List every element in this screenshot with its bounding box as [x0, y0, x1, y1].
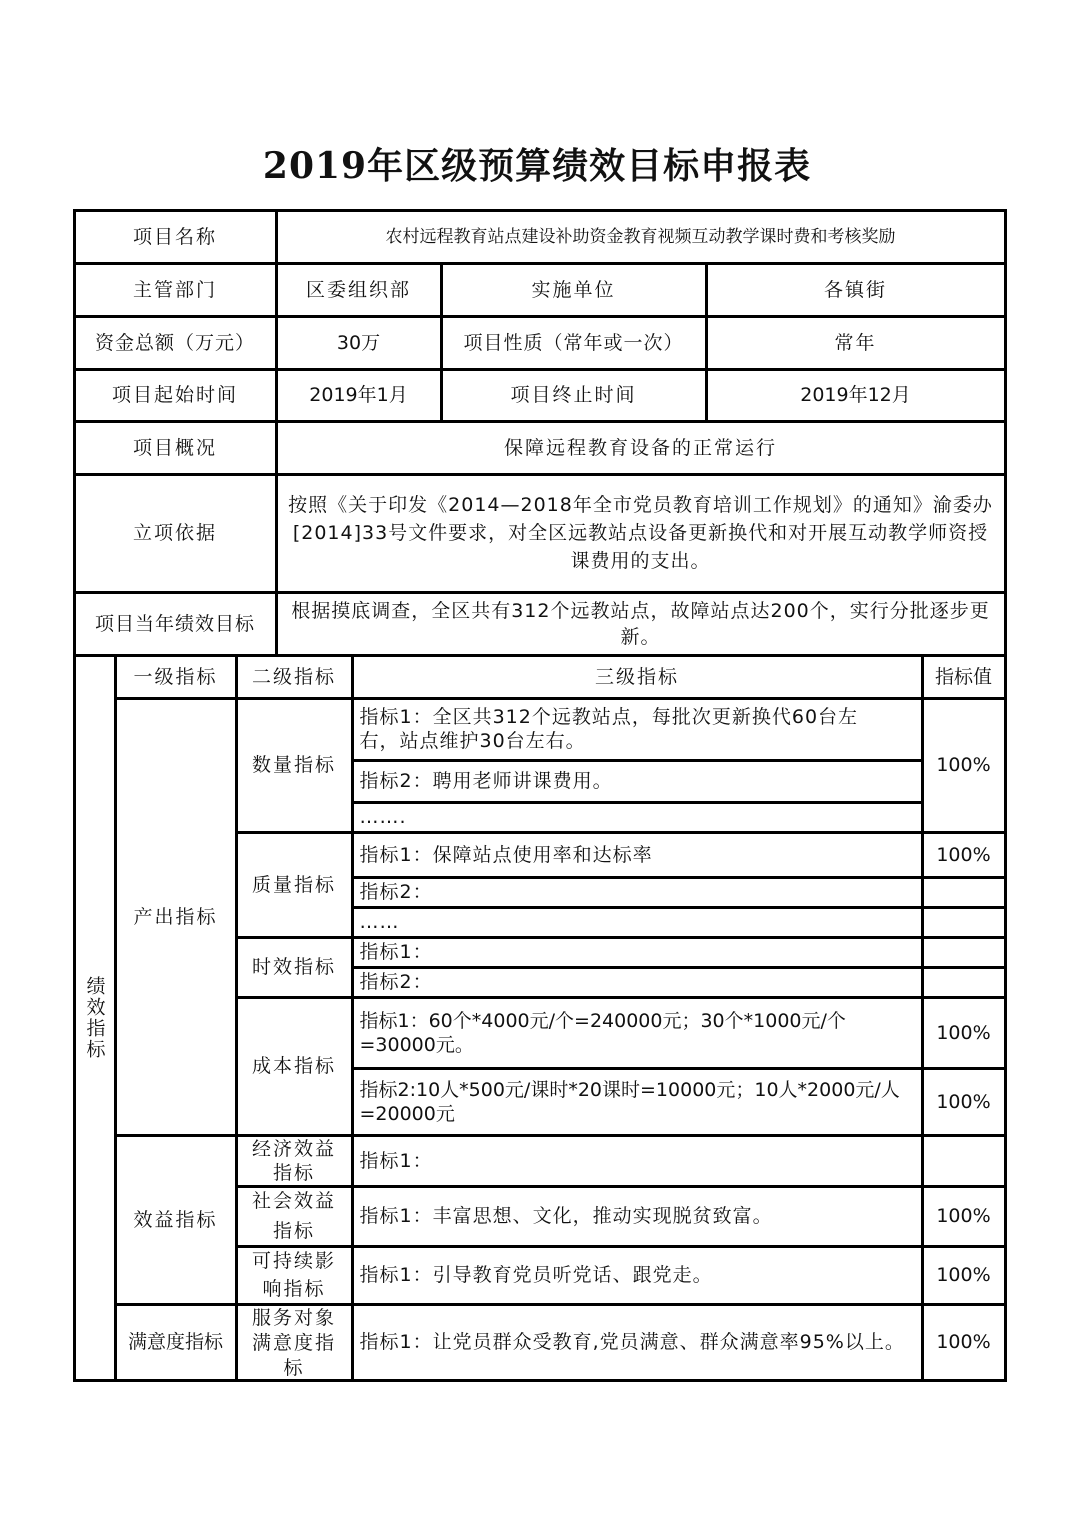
l3-item: 指标2： [351, 876, 924, 909]
l3-item: …… [351, 906, 924, 939]
page-title: 2019年区级预算绩效目标申报表 [262, 145, 812, 187]
basis-label: 立项依据 [73, 473, 278, 594]
fund-label: 资金总额（万元） [73, 315, 278, 371]
l1-output: 产出指标 [114, 697, 238, 1137]
l3-item: 指标2：聘用老师讲课费用。 [351, 759, 924, 804]
l2-sustainable: 可持续影响指标 [235, 1245, 354, 1306]
fund: 30万 [275, 315, 443, 371]
start: 2019年1月 [275, 368, 443, 423]
nature: 常年 [705, 315, 1007, 371]
project-name: 农村远程教育站点建设补助资金教育视频互动教学课时费和考核奖励 [275, 209, 1007, 265]
dept-label: 主管部门 [73, 262, 278, 318]
goal: 根据摸底调查，全区共有312个远教站点，故障站点达200个，实行分批逐步更新。 [275, 591, 1007, 657]
value-empty [921, 966, 1007, 999]
nature-label: 项目性质（常年或一次） [440, 315, 708, 371]
l3-item: 指标1：引导教育党员听党话、跟党走。 [351, 1245, 924, 1306]
impl-label: 实施单位 [440, 262, 708, 318]
l2-social: 社会效益指标 [235, 1185, 354, 1248]
value-quality-1: 100% [921, 831, 1007, 879]
l3-item: ……. [351, 801, 924, 834]
value-quantity: 100% [921, 697, 1007, 834]
project-name-label: 项目名称 [73, 209, 278, 265]
l2-quality: 质量指标 [235, 831, 354, 939]
impl: 各镇街 [705, 262, 1007, 318]
l2-economic: 经济效益指标 [235, 1134, 354, 1188]
l3-item: 指标2： [351, 966, 924, 999]
l3-item: 指标1：让党员群众受教育,党员满意、群众满意率95%以上。 [351, 1303, 924, 1382]
l3-item: 指标1：60个*4000元/个=240000元；30个*1000元/个=30000元。 [351, 996, 924, 1070]
perf-side-label [73, 654, 117, 1382]
l1-benefit: 效益指标 [114, 1134, 238, 1306]
end: 2019年12月 [705, 368, 1007, 423]
value-cost-2: 100% [921, 1067, 1007, 1137]
overview-label: 项目概况 [73, 420, 278, 476]
overview: 保障远程教育设备的正常运行 [275, 420, 1007, 476]
basis: 按照《关于印发《2014—2018年全市党员教育培训工作规划》的通知》渝委办[2014]33号文件要求，对全区远教站点设备更新换代和对开展互动教学师资授课费用的支出。 [275, 473, 1007, 594]
l3-item: 指标1： [351, 936, 924, 969]
l3-item: 指标1：全区共312个远教站点，每批次更新换代60台左右，站点维护30台左右。 [351, 697, 924, 762]
l2-timeliness: 时效指标 [235, 936, 354, 999]
l3-item: 指标1：丰富思想、文化，推动实现脱贫致富。 [351, 1185, 924, 1248]
value-empty [921, 906, 1007, 939]
header-l3: 三级指标 [351, 654, 924, 700]
perf-side-text: 绩效指标 [83, 975, 106, 1060]
value-satisfaction: 100% [921, 1303, 1007, 1382]
l3-item: 指标1：保障站点使用率和达标率 [351, 831, 924, 879]
l2-service-satisfaction: 服务对象满意度指标 [235, 1303, 354, 1382]
header-value: 指标值 [921, 654, 1007, 700]
value-social: 100% [921, 1185, 1007, 1248]
start-label: 项目起始时间 [73, 368, 278, 423]
value-empty [921, 1134, 1007, 1188]
l2-cost: 成本指标 [235, 996, 354, 1137]
value-empty [921, 936, 1007, 969]
l3-item: 指标2:10人*500元/课时*20课时=10000元；10人*2000元/人=20000元 [351, 1067, 924, 1137]
end-label: 项目终止时间 [440, 368, 708, 423]
value-sustainable: 100% [921, 1245, 1007, 1306]
value-cost-1: 100% [921, 996, 1007, 1070]
header-l2: 二级指标 [235, 654, 354, 700]
l3-item: 指标1： [351, 1134, 924, 1188]
header-l1: 一级指标 [114, 654, 238, 700]
value-empty [921, 876, 1007, 909]
l2-quantity: 数量指标 [235, 697, 354, 834]
goal-label: 项目当年绩效目标 [73, 591, 278, 657]
dept: 区委组织部 [275, 262, 443, 318]
l1-satisfaction: 满意度指标 [114, 1303, 238, 1382]
